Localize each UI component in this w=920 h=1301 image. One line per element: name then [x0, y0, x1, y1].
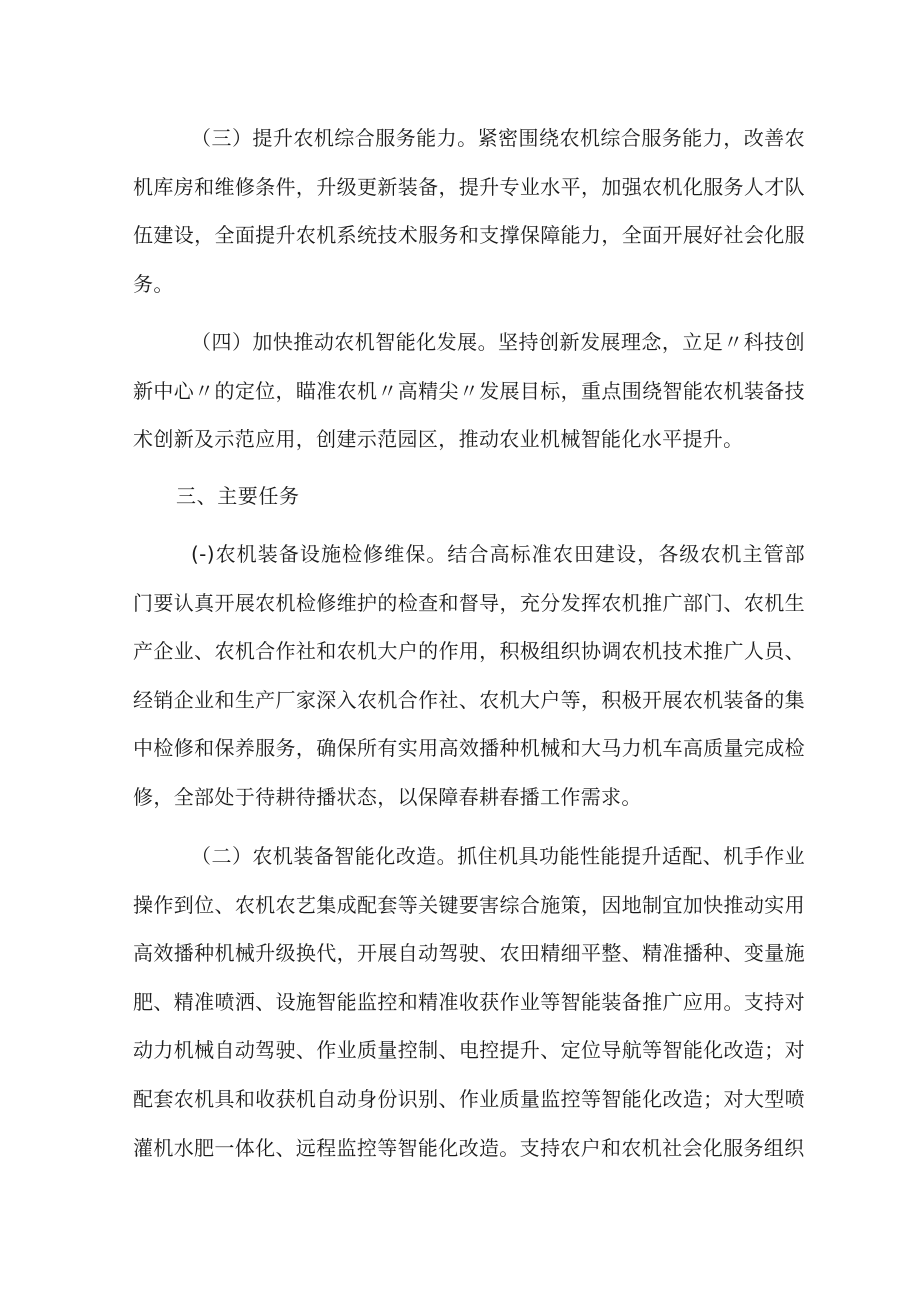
paragraph-3: （三）提升农机综合服务能力。紧密围绕农机综合服务能力，改善农机库房和维修条件，升级更新装备，提升专业水平，加强农机化服务人才队伍建设，全面提升农机系统技术服务和支撑保障能力，全面开展好社会化服务。 — [133, 126, 805, 296]
task-2-paragraph: （二）农机装备智能化改造。抓住机具功能性能提升适配、机手作业操作到位、农机农艺集成配套等关键要害综合施策，因地制宜加快推动实用高效播种机械升级换代，开展自动驾驶、农田精细平整、精准播种、变量施肥、精准喷洒、设施智能监控和精准收获作业等智能装备推广应用。支持对动力机械自动驾驶、作业质量控制、电控提升、定位导航等智能化改造；对配套农机具和收获机自动身份识别、作业质量监控等智能化改造；对大型喷灌机水肥一体化、远程监控等智能化改造。支持农户和农机社会化服务组织 — [133, 844, 805, 1160]
section-heading: 三、主要任务 — [176, 484, 300, 508]
paragraph-4: （四）加快推动农机智能化发展。坚持创新发展理念，立足〃科技创新中心〃的定位，瞄准农机〃高精尖〃发展目标，重点围绕智能农机装备技术创新及示范应用，创建示范园区，推动农业机械智能化水平提升。 — [133, 330, 805, 452]
task-1-paragraph: (-)农机装备设施检修维保。结合高标准农田建设，各级农机主管部门要认真开展农机检修维护的检查和督导，充分发挥农机推广部门、农机生产企业、农机合作社和农机大户的作用，积极组织协调农机技术推广人员、经销企业和生产厂家深入农机合作社、农机大户等，积极开展农机装备的集中检修和保养服务，确保所有实用高效播种机械和大马力机车高质量完成检修，全部处于待耕待播状态，以保障春耕春播工作需求。 — [133, 542, 805, 809]
